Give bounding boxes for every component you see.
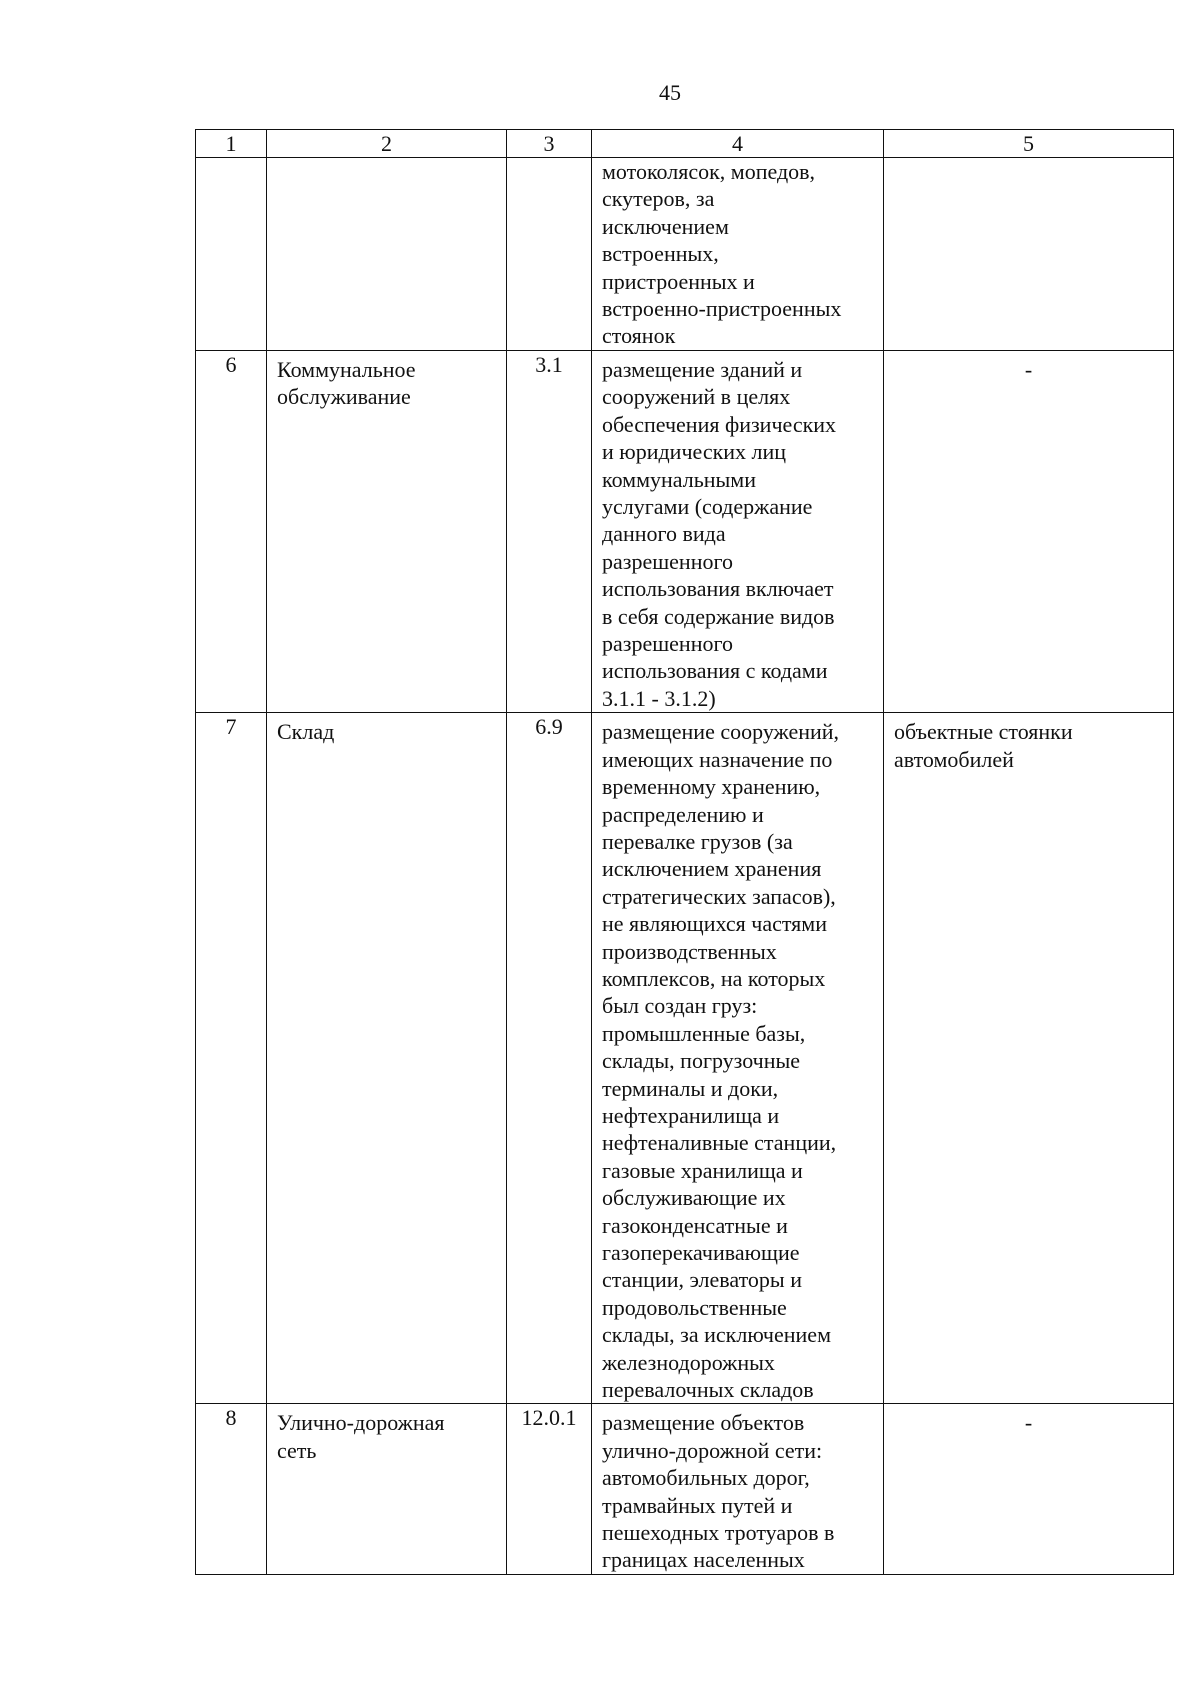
column-header-5: 5 [884, 130, 1174, 158]
use-type-name: Коммунальное обслуживание [277, 357, 416, 410]
table-row [196, 1404, 1174, 1574]
use-type-description: размещение сооружений, имеющих назначение по временному хранению, распределению и перевалке грузов (за исключением хранения стратегических запасов), не являющихся частями производственных комплексов, на которых был создан груз: промышленные базы, склады, погрузочные терминалы и доки, нефтехранилища и нефтеналивные станции, газовые хранилища и обслуживающие их газоконденсатные и газоперекачивающие станции, элеваторы и продовольственные склады, за исключением железнодорожных перевалочных складов [602, 719, 840, 1403]
use-type-note: - [1024, 1410, 1033, 1436]
column-header-3: 3 [507, 130, 592, 158]
column-header-4: 4 [592, 130, 884, 158]
land-use-table [195, 129, 1174, 1575]
row-number: 6 [225, 352, 237, 377]
column-header-2: 2 [267, 130, 507, 158]
use-type-note: объектные стоянки автомобилей [894, 719, 1073, 772]
use-type-name: Склад [277, 719, 335, 745]
use-type-code: 12.0.1 [521, 1405, 577, 1431]
use-type-description: размещение зданий и сооружений в целях обеспечения физических и юридических лиц коммунальными услугами (содержание данного вида разрешенного использования включает в себя содержание видов разрешенного использования с кодами 3.1.1 - 3.1.2) [602, 357, 837, 711]
page-number: 45 [659, 80, 681, 105]
table-header-row [196, 130, 1174, 158]
row-number: 7 [225, 714, 237, 740]
table-row [196, 713, 1174, 1404]
use-type-code: 6.9 [535, 714, 563, 740]
use-type-note: - [1024, 357, 1033, 382]
table-row [196, 158, 1174, 351]
use-type-description: мотоколясок, мопедов, скутеров, за исключением встроенных, пристроенных и встроенно-пристроенных стоянок [602, 159, 842, 349]
use-type-name: Улично-дорожная сеть [277, 1410, 445, 1463]
row-number: 8 [225, 1405, 237, 1431]
table-row [196, 351, 1174, 713]
column-header-1: 1 [196, 130, 267, 158]
use-type-code: 3.1 [535, 352, 563, 377]
use-type-description: размещение объектов улично-дорожной сети: автомобильных дорог, трамвайных путей и пешеходных тротуаров в границах населенных [602, 1410, 835, 1573]
